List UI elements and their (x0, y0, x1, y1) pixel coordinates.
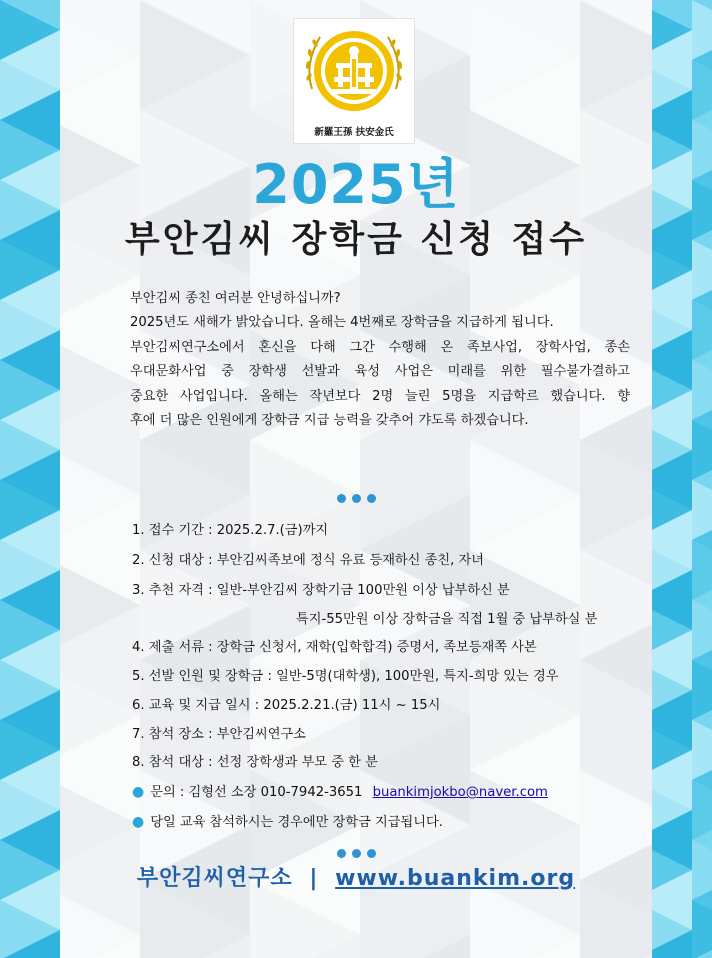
detail-item-selection: 5. 선발 인원 및 장학금 : 일반-5명(대학생), 100만원, 특지-희망 있는 경우 (132, 669, 559, 684)
intro-paragraph (130, 287, 630, 433)
dot (337, 849, 346, 858)
divider-dots (60, 488, 652, 507)
bullet-icon: ● (132, 814, 145, 830)
divider-dots (60, 843, 652, 862)
notice-text: 당일 교육 참석하시는 경우에만 장학금 지급됩니다. (150, 815, 443, 830)
notice-line (132, 812, 443, 833)
footer-website-link[interactable]: www.buankim.org (335, 866, 576, 891)
intro-line: 중요한 사업입니다. 올해는 작년보다 2명 늘린 5명을 지급학르 했습니다. 향 (130, 388, 630, 404)
dot (352, 849, 361, 858)
left-triangle-border (0, 0, 60, 958)
bullet-icon: ● (132, 784, 145, 800)
dot (367, 849, 376, 858)
detail-item-attendees: 8. 참석 대상 : 선정 장학생과 부모 중 한 분 (132, 755, 378, 770)
detail-item-period: 1. 접수 기간 : 2025.2.7.(금)까지 (132, 523, 329, 538)
detail-item-qualification-special: 특지-55만원 이상 장학금을 직접 1월 중 납부하실 분 (296, 612, 598, 627)
intro-line: 부안김씨연구소에서 혼신을 다해 그간 수행해 온 족보사업, 장학사업, 종손 (130, 339, 630, 355)
poster-title: 부안김씨 장학금 신청 접수 (124, 219, 588, 260)
detail-item-schedule: 6. 교육 및 지급 일시 : 2025.2.21.(금) 11시 ~ 15시 (132, 698, 441, 713)
poster-panel (60, 0, 652, 958)
detail-item-documents: 4. 제출 서류 : 장학금 신청서, 재학(입학합격) 증명서, 족보등재쪽 사본 (132, 640, 537, 655)
intro-line: 우대문화사업 중 장학생 선발과 육성 사업은 미래를 위한 필수불가결하고 (130, 364, 630, 380)
intro-line: 후에 더 많은 인원에게 장학금 지급 능력을 갖추어 갸도록 하겠습니다. (130, 413, 529, 429)
contact-label: 문의 : 김형선 소장 010-7942-3651 (150, 785, 363, 800)
emblem-caption: 新羅王孫 扶安金氏 (314, 127, 394, 138)
contact-line (132, 782, 548, 803)
right-triangle-border (652, 0, 712, 958)
detail-item-venue: 7. 참석 장소 : 부안김씨연구소 (132, 727, 306, 742)
clan-emblem-logo (293, 18, 415, 144)
dot (367, 494, 376, 503)
footer-org-name: 부안김씨연구소 (136, 866, 293, 891)
footer-separator: | (309, 866, 319, 891)
intro-greeting: 부안김씨 종친 여러분 안녕하십니까? (130, 291, 341, 306)
dot (337, 494, 346, 503)
dot (352, 494, 361, 503)
footer (60, 862, 652, 896)
intro-line: 2025년도 새해가 밝았습니다. 올해는 4번째로 장학금을 지급하게 됩니다. (130, 315, 554, 331)
detail-item-qualification: 3. 추천 자격 : 일반-부안김씨 장학기금 100만원 이상 납부하신 분 (132, 583, 510, 598)
detail-item-eligibility: 2. 신청 대상 : 부안김씨족보에 정식 유료 등재하신 종친, 자녀 (132, 553, 484, 568)
contact-email-link[interactable]: buankimjokbo@naver.com (372, 785, 548, 800)
year-heading: 2025년 (252, 153, 460, 216)
